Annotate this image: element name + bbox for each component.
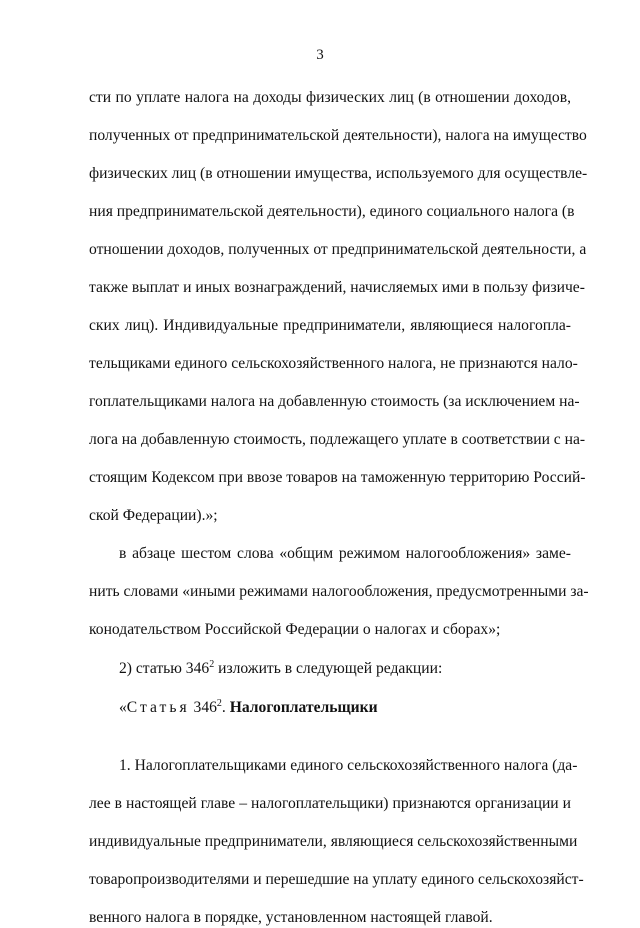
text-line: полученных от предпринимательской деятельности), налога на имущество xyxy=(89,127,587,144)
text-line: тельщиками единого сельскохозяйственного налога, не признаются нало- xyxy=(89,355,578,372)
article-title: Налогоплательщики xyxy=(229,699,378,716)
text-line: физических лиц (в отношении имущества, используемого для осуществле- xyxy=(89,165,588,182)
text-line: венного налога в порядке, установленном настоящей главой. xyxy=(89,909,493,926)
text-line: ния предпринимательской деятельности), единого социального налога (в xyxy=(89,203,575,220)
article-number: 346 xyxy=(189,699,217,716)
text-line: конодательством Российской Федерации о налогах и сборах»; xyxy=(89,621,501,638)
item2-text-end: изложить в следующей редакции: xyxy=(214,660,443,677)
text-line: гоплательщиками налога на добавленную стоимость (за исключением на- xyxy=(89,393,580,410)
text-line: отношении доходов, полученных от предпринимательской деятельности, а xyxy=(89,241,587,258)
text-line: 1. Налогоплательщиками единого сельскохозяйственного налога (да- xyxy=(119,757,578,774)
text-line: лога на добавленную стоимость, подлежащего уплате в соответствии с на- xyxy=(89,431,586,448)
text-line: сти по уплате налога на доходы физических лиц (в отношении доходов, xyxy=(89,89,571,106)
article-heading xyxy=(119,698,571,718)
page-number: 3 xyxy=(316,47,324,63)
text-line: ской Федерации).»; xyxy=(89,507,218,524)
text-line: индивидуальные предприниматели, являющиеся сельскохозяйственными xyxy=(89,833,578,850)
article-quote: « xyxy=(119,699,127,716)
text-line: товаропроизводителями и перешедшие на уплату единого сельскохозяйст- xyxy=(89,871,584,888)
item2-text: 2) статью 346 xyxy=(119,660,210,677)
article-word: Статья xyxy=(126,699,190,716)
article-dot: . xyxy=(221,699,230,716)
amendment-item-2 xyxy=(119,659,571,679)
text-line: в абзаце шестом слова «общим режимом налогообложения» заме- xyxy=(119,545,571,562)
text-line: ских лиц). Индивидуальные предприниматели, являющиеся налогопла- xyxy=(89,317,571,334)
text-line: также выплат и иных вознаграждений, начисляемых ими в пользу физиче- xyxy=(89,279,585,296)
text-line: стоящим Кодексом при ввозе товаров на таможенную территорию Россий- xyxy=(89,469,586,486)
item2-superscript: 2 xyxy=(209,658,215,670)
text-line: лее в настоящей главе – налогоплательщики) признаются организации и xyxy=(89,795,571,812)
article-superscript: 2 xyxy=(216,697,222,709)
text-line: нить словами «иными режимами налогообложения, предусмотренными за- xyxy=(89,583,589,600)
